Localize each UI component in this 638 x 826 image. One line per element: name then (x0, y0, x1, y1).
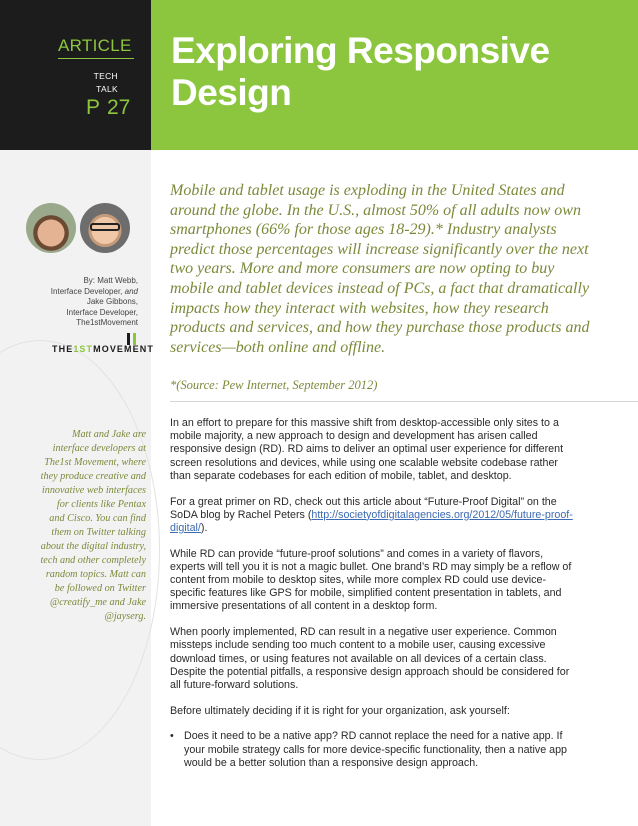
byline-role2: Interface Developer, (66, 307, 138, 317)
author-byline (40, 276, 138, 329)
bullet-item-1-text: Does it need to be a native app? RD cannot replace the need for a native app. If your mobile strategy calls for more device-specific functionality, then a native app would be a better solution than a responsive design approach. (184, 730, 567, 769)
byline-org: The1stMovement (76, 318, 138, 327)
p2-text-after: ). (200, 521, 208, 534)
byline-role1-text: Interface Developer, (50, 286, 123, 296)
section-label-line1: TECH (93, 71, 118, 81)
body-paragraph-2 (170, 496, 580, 536)
author-photo-jake (80, 203, 130, 253)
author-bio-note: Matt and Jake are interface developers at The1st Movement, where they produce creative and innovative web interfaces for clients like Pentax and Cisco. You can find them on Twitter talking about the digital industry, tech and other completely random topics. Matt can be followed on Twitter @creatify_me and Jake @jayserg. (40, 429, 146, 622)
bullet-item-1 (170, 730, 580, 770)
section-label-line2: TALK (96, 84, 118, 94)
byline-name2: Jake Gibbons, (86, 297, 138, 306)
article-body (170, 417, 580, 782)
section-divider (170, 401, 638, 402)
page-prefix: P (86, 96, 101, 119)
logo-the: THE (52, 344, 74, 354)
lede-paragraph: Mobile and tablet usage is exploding in the United States and around the globe. In the U.S., almost 50% of all adults now own smartphones (66% for those ages 18-29).* Industry analysts predict those percentages will increase significantly over the next two years. More and more consumers are now opting to buy mobile and tablet devices instead of PCs, a fact that dramatically impacts how they interact with websites, how they research products and services, and how they purchase those products and services—both online and offline. (170, 182, 590, 356)
logo-1st: 1ST (73, 344, 94, 354)
p2-text-before: For a great primer on RD, check out this article about “Future-Proof Digital” on the SoDA blog by Rachel Peters ( (170, 495, 557, 521)
page-number: 27 (107, 96, 131, 119)
author-photo-matt (26, 203, 76, 253)
article-kicker: ARTICLE (58, 36, 132, 55)
company-logo (52, 344, 154, 354)
byline-and: and (124, 286, 138, 296)
kicker-rule (58, 58, 134, 59)
byline-role1 (40, 287, 138, 298)
byline-by: By: Matt Webb, (83, 276, 138, 285)
glasses-shape (90, 223, 120, 231)
article-title: Exploring Responsive Design (171, 30, 550, 113)
bullet-marker: • (170, 730, 174, 743)
soda-article-link[interactable]: http://societyofdigitalagencies.org/2012/05/future-proof-digital/ (170, 508, 573, 534)
body-paragraph-4: When poorly implemented, RD can result in a negative user experience. Common missteps include sending too much content to a mobile user, causing excessive download times, or using features not available on all devices of a certain class. Despite the potential pitfalls, a responsive design approach should be considered for all future-forward solutions. (170, 626, 570, 691)
body-paragraph-1: In an effort to prepare for this massive shift from desktop-accessible only sites to a mobile majority, a new approach to design and development has arisen called responsive design (RD). RD aims to deliver an optimal user experience for different screen resolutions and devices, while using one scalable website codebase rather than separate codebases for each edition of mobile, tablet, and desktop. (170, 417, 564, 482)
logo-movement: MOVEMENT (93, 344, 154, 354)
source-citation: *(Source: Pew Internet, September 2012) (170, 378, 378, 392)
body-paragraph-3: While RD can provide “future-proof solutions” and comes in a variety of flavors, experts will tell you it is not a magic bullet. One brand’s RD may simply be a reflow of content from mobile to desktop sites, while more complex RD could use device-specific features like GPS for mobile, simplified content presentation in tablets, and immersive presentations of all content in a desktop form. (170, 547, 572, 613)
body-paragraph-5: Before ultimately deciding if it is right for your organization, ask yourself: (170, 704, 510, 717)
